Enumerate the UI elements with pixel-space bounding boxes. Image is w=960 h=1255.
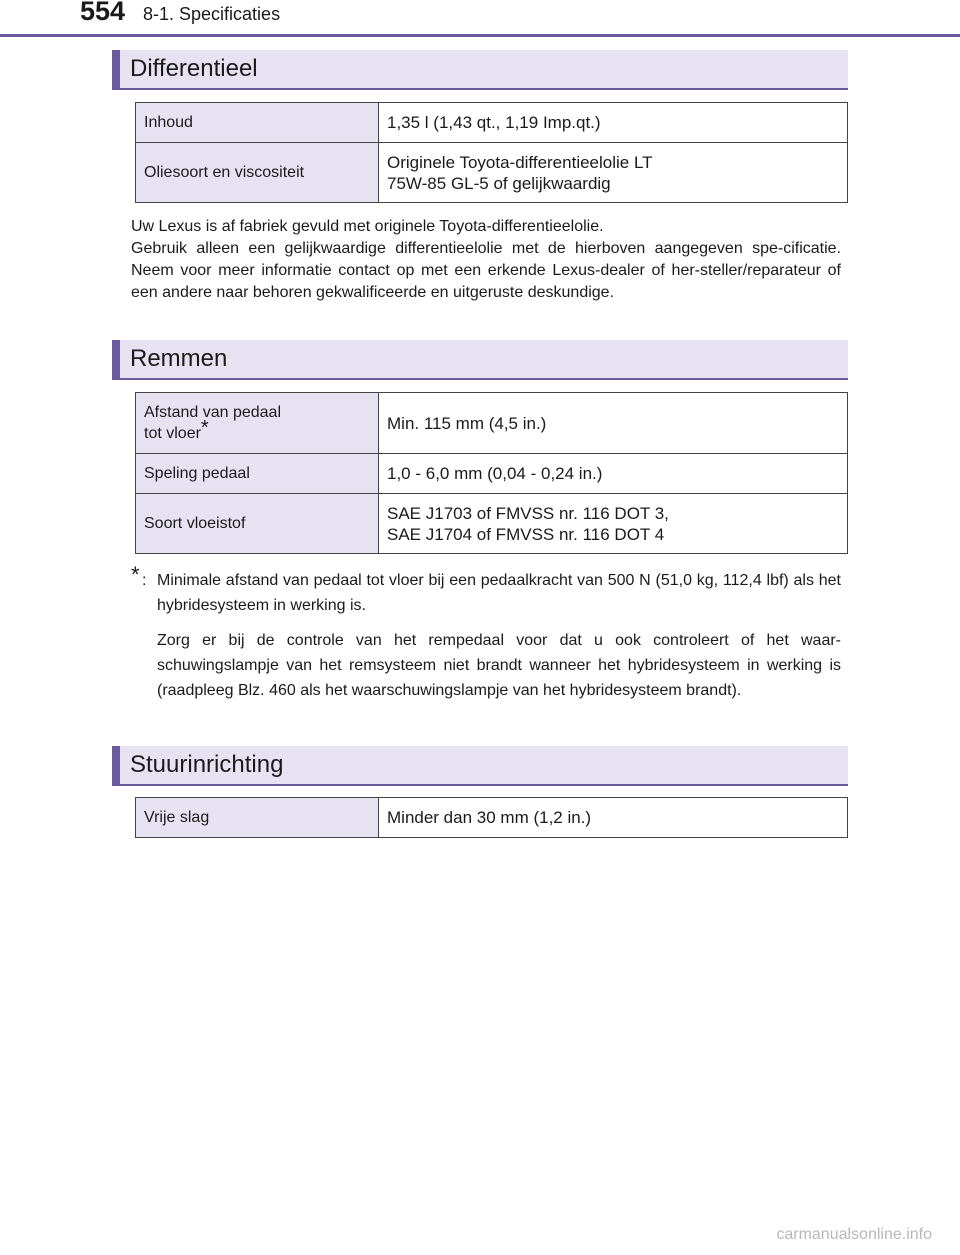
table-row (136, 454, 848, 494)
spec-value-line: SAE J1704 of FMVSS nr. 116 DOT 4 (387, 524, 665, 544)
spec-value-line: 75W-85 GL-5 of gelijkwaardig (387, 173, 611, 193)
spec-value-line: SAE J1703 of FMVSS nr. 116 DOT 3, (387, 503, 669, 523)
footnote (131, 562, 841, 703)
spec-label-line (144, 417, 370, 444)
footnote-colon: : (142, 572, 147, 589)
footnote-note: Zorg er bij de controle van het rempedaal voor dat u ook controleert of het waar-schuwingslampje van het remsysteem niet brandt wanneer het hybridesysteem in werking is (raadpleeg Blz. 460 als het waarschuwingslampje van het hybridesysteem brandt). (157, 632, 841, 699)
differentieel-paragraph: Gebruik alleen een gelijkwaardige differentieelolie met de hierboven aangegeven spe-cificatie. Neem voor meer informatie contact op met een erkende Lexus-dealer of her-steller/reparateur of een andere naar behoren gekwalificeerde en uitgeruste deskundige. (131, 240, 841, 301)
table-row (136, 798, 848, 838)
spec-value: Min. 115 mm (4,5 in.) (379, 393, 848, 454)
differentieel-table (135, 102, 848, 203)
section-title: Differentieel (130, 55, 258, 82)
table-row (136, 494, 848, 554)
spec-label: Vrije slag (136, 798, 379, 838)
page-number: 554 (80, 0, 126, 26)
spec-label-text: tot vloer (144, 425, 201, 442)
spec-label: Speling pedaal (136, 454, 379, 494)
section-heading-accent-bar (112, 746, 120, 784)
section-heading-remmen (112, 340, 848, 380)
watermark: carmanualsonline.info (776, 1226, 932, 1243)
differentieel-paragraph-line1: Uw Lexus is af fabriek gevuld met originele Toyota-differentieelolie. (131, 218, 604, 235)
spec-label: Soort vloeistof (136, 494, 379, 554)
stuurinrichting-table (135, 797, 848, 838)
section-heading-differentieel (112, 50, 848, 90)
section-heading-accent-bar (112, 340, 120, 378)
spec-value: Minder dan 30 mm (1,2 in.) (379, 798, 848, 838)
section-heading-accent-bar (112, 50, 120, 88)
spec-value: 1,0 - 6,0 mm (0,04 - 0,24 in.) (379, 454, 848, 494)
spec-label-line: Afstand van pedaal (144, 404, 281, 421)
section-label: 8-1. Specificaties (143, 4, 281, 24)
spec-value (379, 494, 848, 554)
footnote-text: Minimale afstand van pedaal tot vloer bij een pedaalkracht van 500 N (51,0 kg, 112,4 lbf) als het hybridesysteem in werking is. (157, 572, 841, 614)
footnote-asterisk: * (131, 562, 140, 587)
spec-label (136, 393, 379, 454)
section-heading-stuurinrichting (112, 746, 848, 786)
table-row (136, 103, 848, 143)
spec-value: 1,35 l (1,43 qt., 1,19 Imp.qt.) (379, 103, 848, 143)
spec-value (379, 143, 848, 203)
remmen-table (135, 392, 848, 554)
header-rule (0, 34, 960, 37)
table-row (136, 393, 848, 454)
section-title: Remmen (130, 345, 228, 372)
spec-label: Inhoud (136, 103, 379, 143)
section-title: Stuurinrichting (130, 751, 284, 778)
spec-label: Oliesoort en viscositeit (136, 143, 379, 203)
spec-value-line: Originele Toyota-differentieelolie LT (387, 152, 653, 172)
footnote-asterisk: * (200, 417, 209, 439)
table-row (136, 143, 848, 203)
